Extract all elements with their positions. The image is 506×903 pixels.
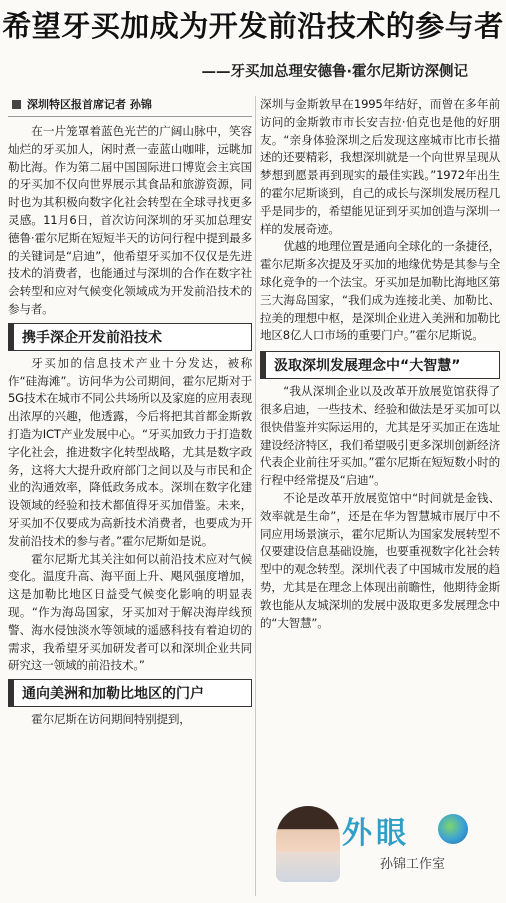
right-column — [260, 96, 500, 632]
section-heading: 汲取深圳发展理念中“大智慧” — [260, 351, 500, 379]
subheadline: ——牙买加总理安德鲁·霍尔尼斯访深侧记 — [201, 64, 468, 80]
studio-name: 孙锦工作室 — [380, 857, 446, 872]
byline-text: 深圳特区报首席记者 孙锦 — [27, 98, 152, 111]
column-divider — [255, 96, 256, 896]
byline — [8, 96, 252, 117]
paragraph: 霍尔尼斯尤其关注如何以前沿技术应对气候变化。温度升高、海平面上升、飓风强度增加，这是加勒比地区日益受气候变化影响的明显表现。“作为海岛国家，牙买加对于解决海岸线预警、海水侵蚀淡水等领域的遥感科技有着迫切的需求，我希望牙买加研发者可以和深圳企业共同研究这一领域的前沿技术。” — [8, 551, 252, 673]
section-heading: 通向美洲和加勒比地区的门户 — [8, 679, 252, 707]
paragraph: 不论是改革开放展览馆中“时间就是金钱、效率就是生命”，还是在华为智慧城市展厅中不同应用场景演示，霍尔尼斯认为国家发展转型不仅要建设信息基础设施，也要重视数字化社会转型中的观念转型。深圳代表了中国城市发展的趋势，尤其是在理念上体现出前瞻性，他期待金斯敦也能从友城深圳的发展中汲取更多发展理念中的“大智慧”。 — [260, 490, 500, 630]
column-signature — [270, 806, 500, 898]
paragraph: 深圳与金斯敦早在1995年结好，而曾在多年前访问的金斯敦市市长安吉拉·伯克也是他的好朋友。“亲身体验深圳之后发现这座城市比市长描述的还要精彩，我想深圳就是一个向世界呈现从梦想到愿景再到现实的最佳实践。”1972年出生的霍尔尼斯谈到，自己的成长与深圳发展历程几乎是同步的，希望能见证到牙买加创造与深圳一样的发展奇迹。 — [260, 97, 500, 236]
paragraph: 霍尔尼斯在访问期间特别提到， — [31, 712, 191, 727]
left-column — [8, 96, 252, 729]
reporter-avatar — [276, 806, 340, 882]
section-heading: 携手深企开发前沿技术 — [8, 323, 252, 351]
paragraph: 优越的地理位置是通向全球化的一条捷径，霍尔尼斯多次提及牙买加的地缘优势是其参与全球化竞争的一个法宝。牙买加是加勒比海地区第三大海岛国家，“我们成为连接北美、加勒比、拉美的理想中枢，是深圳企业进入美洲和加勒比地区8亿人口市场的重要门户。”霍尔尼斯说。 — [260, 239, 500, 343]
globe-icon — [438, 814, 468, 844]
paragraph: 牙买加的信息技术产业十分发达，被称作“硅海滩”。访问华为公司期间，霍尔尼斯对于5G技术在城市不同公共场所以及家庭的应用表现出浓厚的兴趣，他透露，今后将把其首都金斯敦打造为ICT产业发展中心。“牙买加致力于打造数字化社会，推进数字化转型战略，尤其是数字政务，这将大大提升政府部门之间以及与市民和企业的沟通效率，降低政务成本。深圳在数字化建设领域的经验和技术都值得牙买加借鉴。未来，牙买加不仅要成为高新技术消费者，也要成为开发前沿技术的参与者。”霍尔尼斯如是说。 — [8, 355, 252, 548]
headline: 希望牙买加成为开发前沿技术的参与者 — [2, 9, 504, 43]
column-logo: 外眼 — [342, 816, 410, 851]
square-bullet-icon — [12, 100, 21, 109]
paragraph: “我从深圳企业以及改革开放展览馆获得了很多启迪，一些技术、经验和做法是牙买加可以很快借鉴并实际运用的，尤其是牙买加正在选址建设经济特区，我们希望吸引更多深圳创新经济代表企业前往牙买加。”霍尔尼斯在短短数小时的行程中经常提及“启迪”。 — [260, 384, 500, 488]
paragraph: 在一片笼罩着蓝色光芒的广阔山脉中，笑容灿烂的牙买加人，闲时煮一壶蓝山咖啡，远眺加勒比海。作为第二届中国国际进口博览会主宾国的牙买加不仅向世界展示其食品和旅游资源，同时也为其积极向数字化社会转型在全球寻找更多灵感。11月6日，首次访问深圳的牙买加总理安德鲁·霍尔尼斯在短短半天的访问行程中提到最多的关键词是“启迪”，他希望牙买加不仅仅是先进技术的消费者，也能通过与深圳的合作在数字社会转型和应对气候变化领域成为开发前沿技术的参与者。 — [8, 124, 252, 316]
